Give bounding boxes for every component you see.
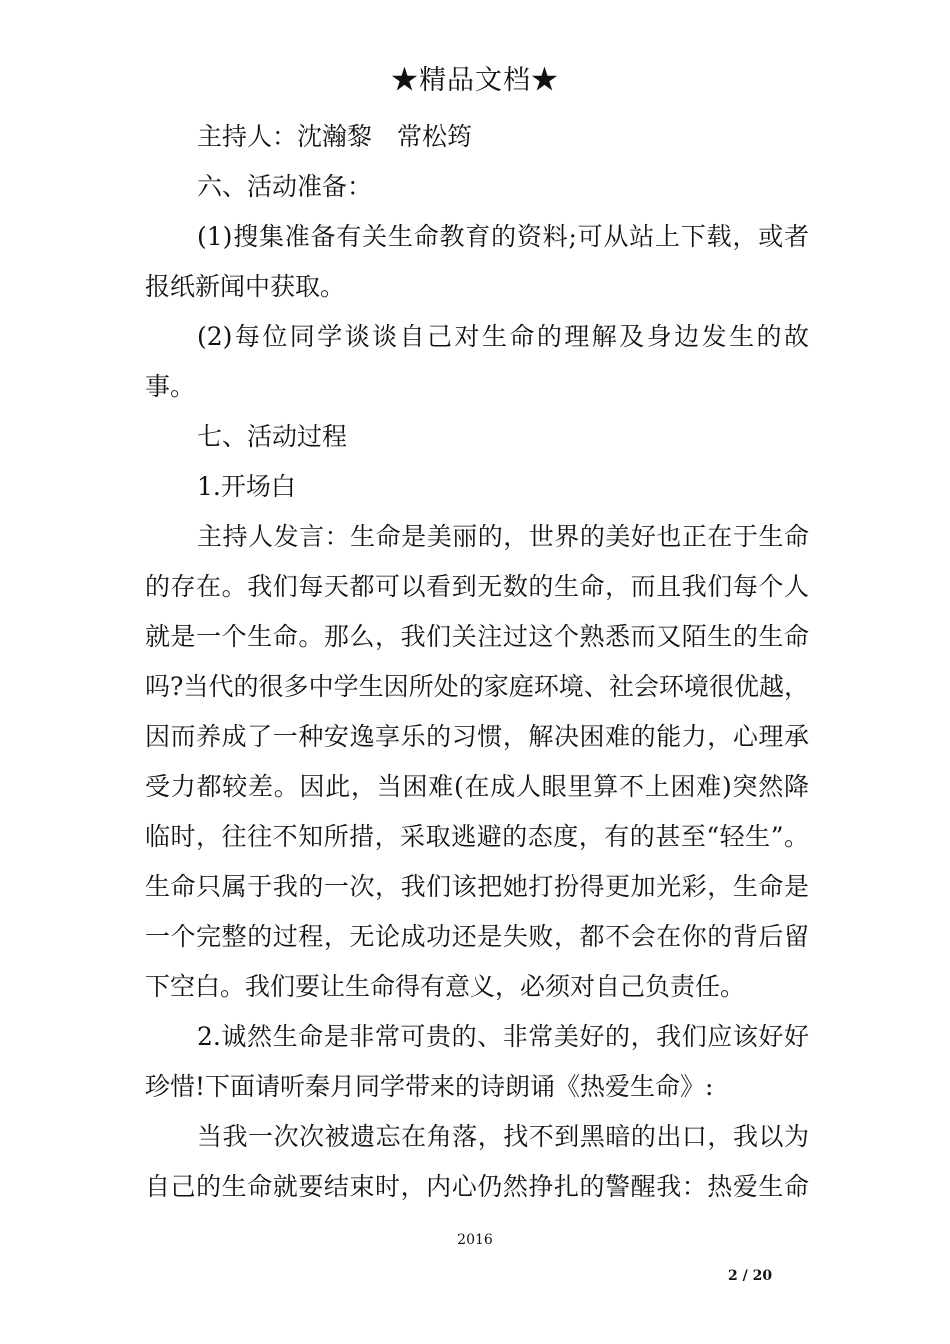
- paragraph-line: (2)每位同学谈谈自己对生命的理解及身边发生的故: [197, 322, 809, 351]
- paragraph-line: 珍惜!下面请听秦月同学带来的诗朗诵《热爱生命》:: [145, 1072, 714, 1101]
- paragraph-line: 因而养成了一种安逸享乐的习惯，解决困难的能力，心理承: [145, 722, 809, 751]
- paragraph-line: 下空白。我们要让生命得有意义，必须对自己负责任。: [145, 972, 746, 1001]
- host-line: 主持人：沈瀚黎 常松筠: [197, 122, 473, 151]
- document-body: [145, 112, 809, 1212]
- paragraph-line: 2.诚然生命是非常可贵的、非常美好的，我们应该好好: [197, 1022, 809, 1051]
- page-number: 2 / 20: [728, 1268, 773, 1284]
- paragraph-line: 吗?当代的很多中学生因所处的家庭环境、社会环境很优越，: [145, 672, 809, 701]
- paragraph-line: 一个完整的过程，无论成功还是失败，都不会在你的背后留: [145, 922, 809, 951]
- footer-year: 2016: [457, 1232, 493, 1248]
- paragraph-line: 主持人发言：生命是美丽的，世界的美好也正在于生命: [197, 522, 809, 551]
- paragraph-line: 生命只属于我的一次，我们该把她打扮得更加光彩，生命是: [145, 872, 809, 901]
- paragraph-line: 临时，往往不知所措，采取逃避的态度，有的甚至“轻生”。: [145, 822, 809, 851]
- document-header-title: ★精品文档★: [391, 65, 559, 96]
- section-heading-preparation: 六、活动准备：: [197, 172, 373, 201]
- paragraph-line: (1)搜集准备有关生命教育的资料;可从站上下载，或者: [197, 222, 809, 251]
- paragraph-line: 就是一个生命。那么，我们关注过这个熟悉而又陌生的生命: [145, 622, 809, 651]
- paragraph-line: 受力都较差。因此，当困难(在成人眼里算不上困难)突然降: [145, 772, 809, 801]
- paragraph-line: 报纸新闻中获取。: [145, 272, 346, 301]
- poem-line: 自己的生命就要结束时，内心仍然挣扎的警醒我：热爱生命: [145, 1172, 809, 1201]
- section-heading-process: 七、活动过程: [197, 422, 348, 451]
- poem-line: 当我一次次被遗忘在角落，找不到黑暗的出口，我以为: [197, 1122, 809, 1151]
- paragraph-line: 事。: [145, 372, 196, 401]
- paragraph-line: 的存在。我们每天都可以看到无数的生命，而且我们每个人: [145, 572, 809, 601]
- subheading-opening: 1.开场白: [197, 472, 296, 501]
